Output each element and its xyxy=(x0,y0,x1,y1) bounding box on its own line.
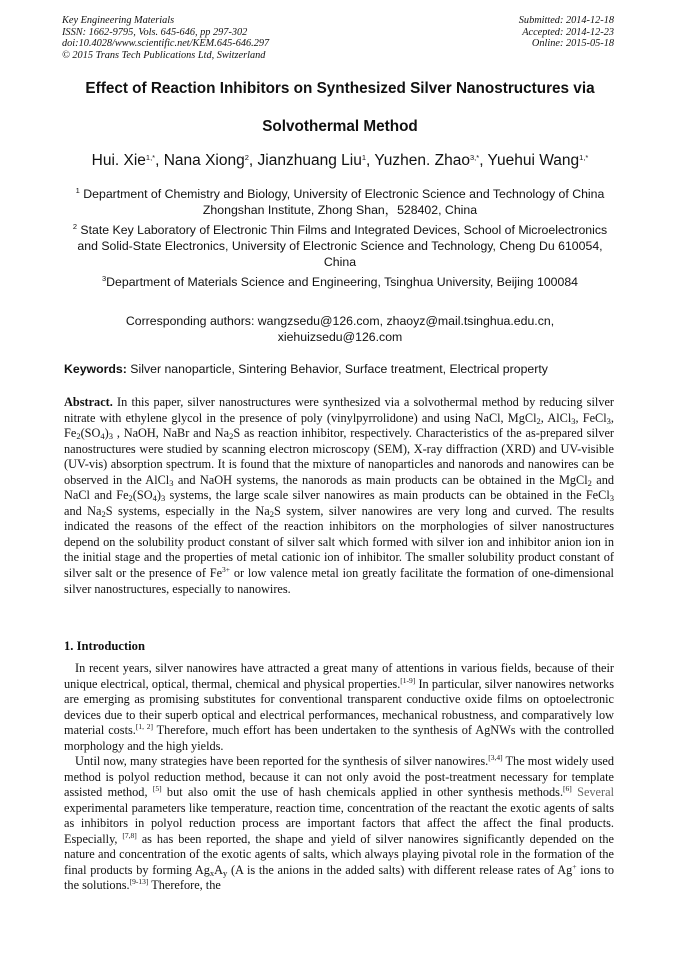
affiliation-1 xyxy=(60,187,620,219)
intro-paragraph-2: Until now, many strategies have been reported for the synthesis of silver nanowires.[3,4] The most widely used method is polyol reduction method, because it can not only avoid the post-treatment necessary for template assisted method, [5] but also omit the use of hash chemicals applied in other synthesis methods.[6] Several experimental parameters like temperature, reaction time, concentration of the reactant the exotic agents of salts as inhibitors in polyol reduction process are important factors that affect the affect the final products. Especially, [7,8] as has been reported, the shape and yield of silver nanowires significantly depended on the nature and concentration of the exotic agents of salts, which always playing pivotal role in the formation of the final products by forming $Ag_xA_y$ (A is the anions in the added salts) with different release rates of Ag+ ions to the solutions.[9-13] Therefore, the xyxy=(64,753,614,893)
dates-header xyxy=(519,15,614,50)
affiliation-3 xyxy=(60,275,620,291)
citation: [3,4] xyxy=(488,753,503,762)
affiliation-text: Department of Materials Science and Engineering, Tsinghua University, Beijing 100084 xyxy=(106,275,579,289)
journal-name: Key Engineering Materials xyxy=(62,15,175,26)
affiliation-number: 2 xyxy=(72,222,77,231)
intro-paragraph-1: In recent years, silver nanowires have attracted a great many of attentions in various fields, because of their unique electrical, optical, thermal, chemical and physical properties.[1-9] In particular, silver nanowires networks are emerging as promising substitutes for conventional transparent conductive oxide films on optoelectronic devices due to their superb optical and electrical performances, mechanical robustness, and comparatively low material costs.[1, 2] Therefore, much effort has been undertaken to the synthesis of AgNWs with the controlled morphology and the high yields. xyxy=(64,661,615,753)
author-name: Hui. Xie xyxy=(91,152,146,169)
author-name: Yuehui Wang xyxy=(487,152,580,169)
abstract-label: Abstract. xyxy=(64,395,113,409)
corresponding-line: Corresponding authors: wangzsedu@126.com, zhaoyz@mail.tsinghua.edu.cn, xyxy=(125,314,555,328)
journal-header xyxy=(62,15,269,62)
section-heading-introduction: 1. Introduction xyxy=(64,639,145,653)
affiliation-number: 3 xyxy=(101,274,107,283)
affiliation-2 xyxy=(60,223,620,270)
citation: [7,8] xyxy=(122,830,137,840)
online-date: Online: 2015-05-18 xyxy=(531,38,614,50)
doi-line: doi:10.4028/www.scientific.net/KEM.645-646.297 xyxy=(62,38,270,50)
author-affiliation-mark: 1,* xyxy=(145,153,156,162)
citation: [1-9] xyxy=(400,675,416,685)
author-affiliation-mark: 1 xyxy=(361,153,366,162)
issn-line: ISSN: 1662-9795, Vols. 645-646, pp 297-302 xyxy=(62,26,248,38)
affiliation-text: Department of Chemistry and Biology, University of Electronic Science and Technology of China xyxy=(83,187,605,201)
citation: [9-13] xyxy=(129,877,149,887)
paper-title-line1: Effect of Reaction Inhibitors on Synthesized Silver Nanostructures via xyxy=(85,80,595,97)
author-name: Nana Xiong xyxy=(163,152,245,169)
affiliation-text: State Key Laboratory of Electronic Thin Films and Integrated Devices, School of Microelectronics xyxy=(80,223,608,237)
submitted-date: Submitted: 2014-12-18 xyxy=(518,15,614,26)
author-affiliation-mark: 2 xyxy=(244,153,249,162)
author-name: Jianzhuang Liu xyxy=(257,152,362,169)
accepted-date: Accepted: 2014-12-23 xyxy=(522,26,614,38)
copyright-line: © 2015 Trans Tech Publications Ltd, Switzerland xyxy=(62,50,266,62)
affiliation-text: and Solid-State Electronics, University of Electronic Science and Technology, Cheng Du 610054, xyxy=(77,238,603,253)
author-list: Hui. Xie$^{1,*}$, Nana Xiong$^2$, Jianzhuang Liu$^1$, Yuzhen. Zhao$^{3,*}$, Yuehui Wang$^{1,*}$ xyxy=(91,152,589,169)
keywords-label: Keywords: xyxy=(64,362,127,376)
author-name: Yuzhen. Zhao xyxy=(374,152,470,169)
affiliation-number: 1 xyxy=(75,186,80,195)
affiliation-text: Zhongshan Institute, Zhong Shan，528402, China xyxy=(202,202,478,217)
author-affiliation-mark: 1,* xyxy=(579,153,589,162)
keywords-text: Silver nanoparticle, Sintering Behavior, Surface treatment, Electrical property xyxy=(130,362,548,376)
keywords xyxy=(64,362,548,376)
citation: [6] xyxy=(563,784,572,794)
citation: [1, 2] xyxy=(135,722,153,732)
corresponding-email: xiehuizsedu@126.com xyxy=(277,329,403,344)
author-affiliation-mark: 3,* xyxy=(470,153,480,162)
affiliation-text: China xyxy=(323,254,357,269)
citation: [5] xyxy=(152,784,162,794)
abstract: Abstract. In this paper, silver nanostructures were synthesized via a solvothermal method by reducing silver nitrate with ethylene glycol in the presence of poly (vinylpyrrolidone) and using NaCl, MgCl$_2$, AlCl$_3$, FeCl$_3$, $Fe_2(SO_4)_3$ , NaOH, NaBr and $Na_2S$ as reaction inhibitor, respectively. Characteristics of the as-prepared silver nanostructures were studied by scanning electron microscopy (SEM), X-ray diffraction (XRD) and UV-visible (UV-vis) absorption spectrum. It is found that the mixture of nanoparticles and nanorods and nanowires can be observed in the AlCl$_3$ and NaOH systems, the nanorods as main products can be obtained in the MgCl$_2$ and NaCl and $Fe_2(SO_4)_3$ systems, the large scale silver nanowires as main products can be obtained in the FeCl$_3$ and $Na_2S$ systems, especially in the $Na_2S$ system, silver nanowires are very long and curved. The results indicated the reasons of the effect of the reaction inhibitors on the morphologies of silver nanostructures depend on the solubility product constant of silver salt which formed with silver ion and inhibitor anion ion in the initial stage and the properties of metal cationic ion of inhibitor. The smaller solubility product constant of silver salt or the presence of $Fe^{3+}$ or low valence metal ion greatly facilitate the formation of one-dimensional silver nanostructures, especially to nanowires. xyxy=(64,395,614,596)
corresponding-authors xyxy=(60,314,620,346)
paper-title-line2: Solvothermal Method xyxy=(262,118,418,135)
